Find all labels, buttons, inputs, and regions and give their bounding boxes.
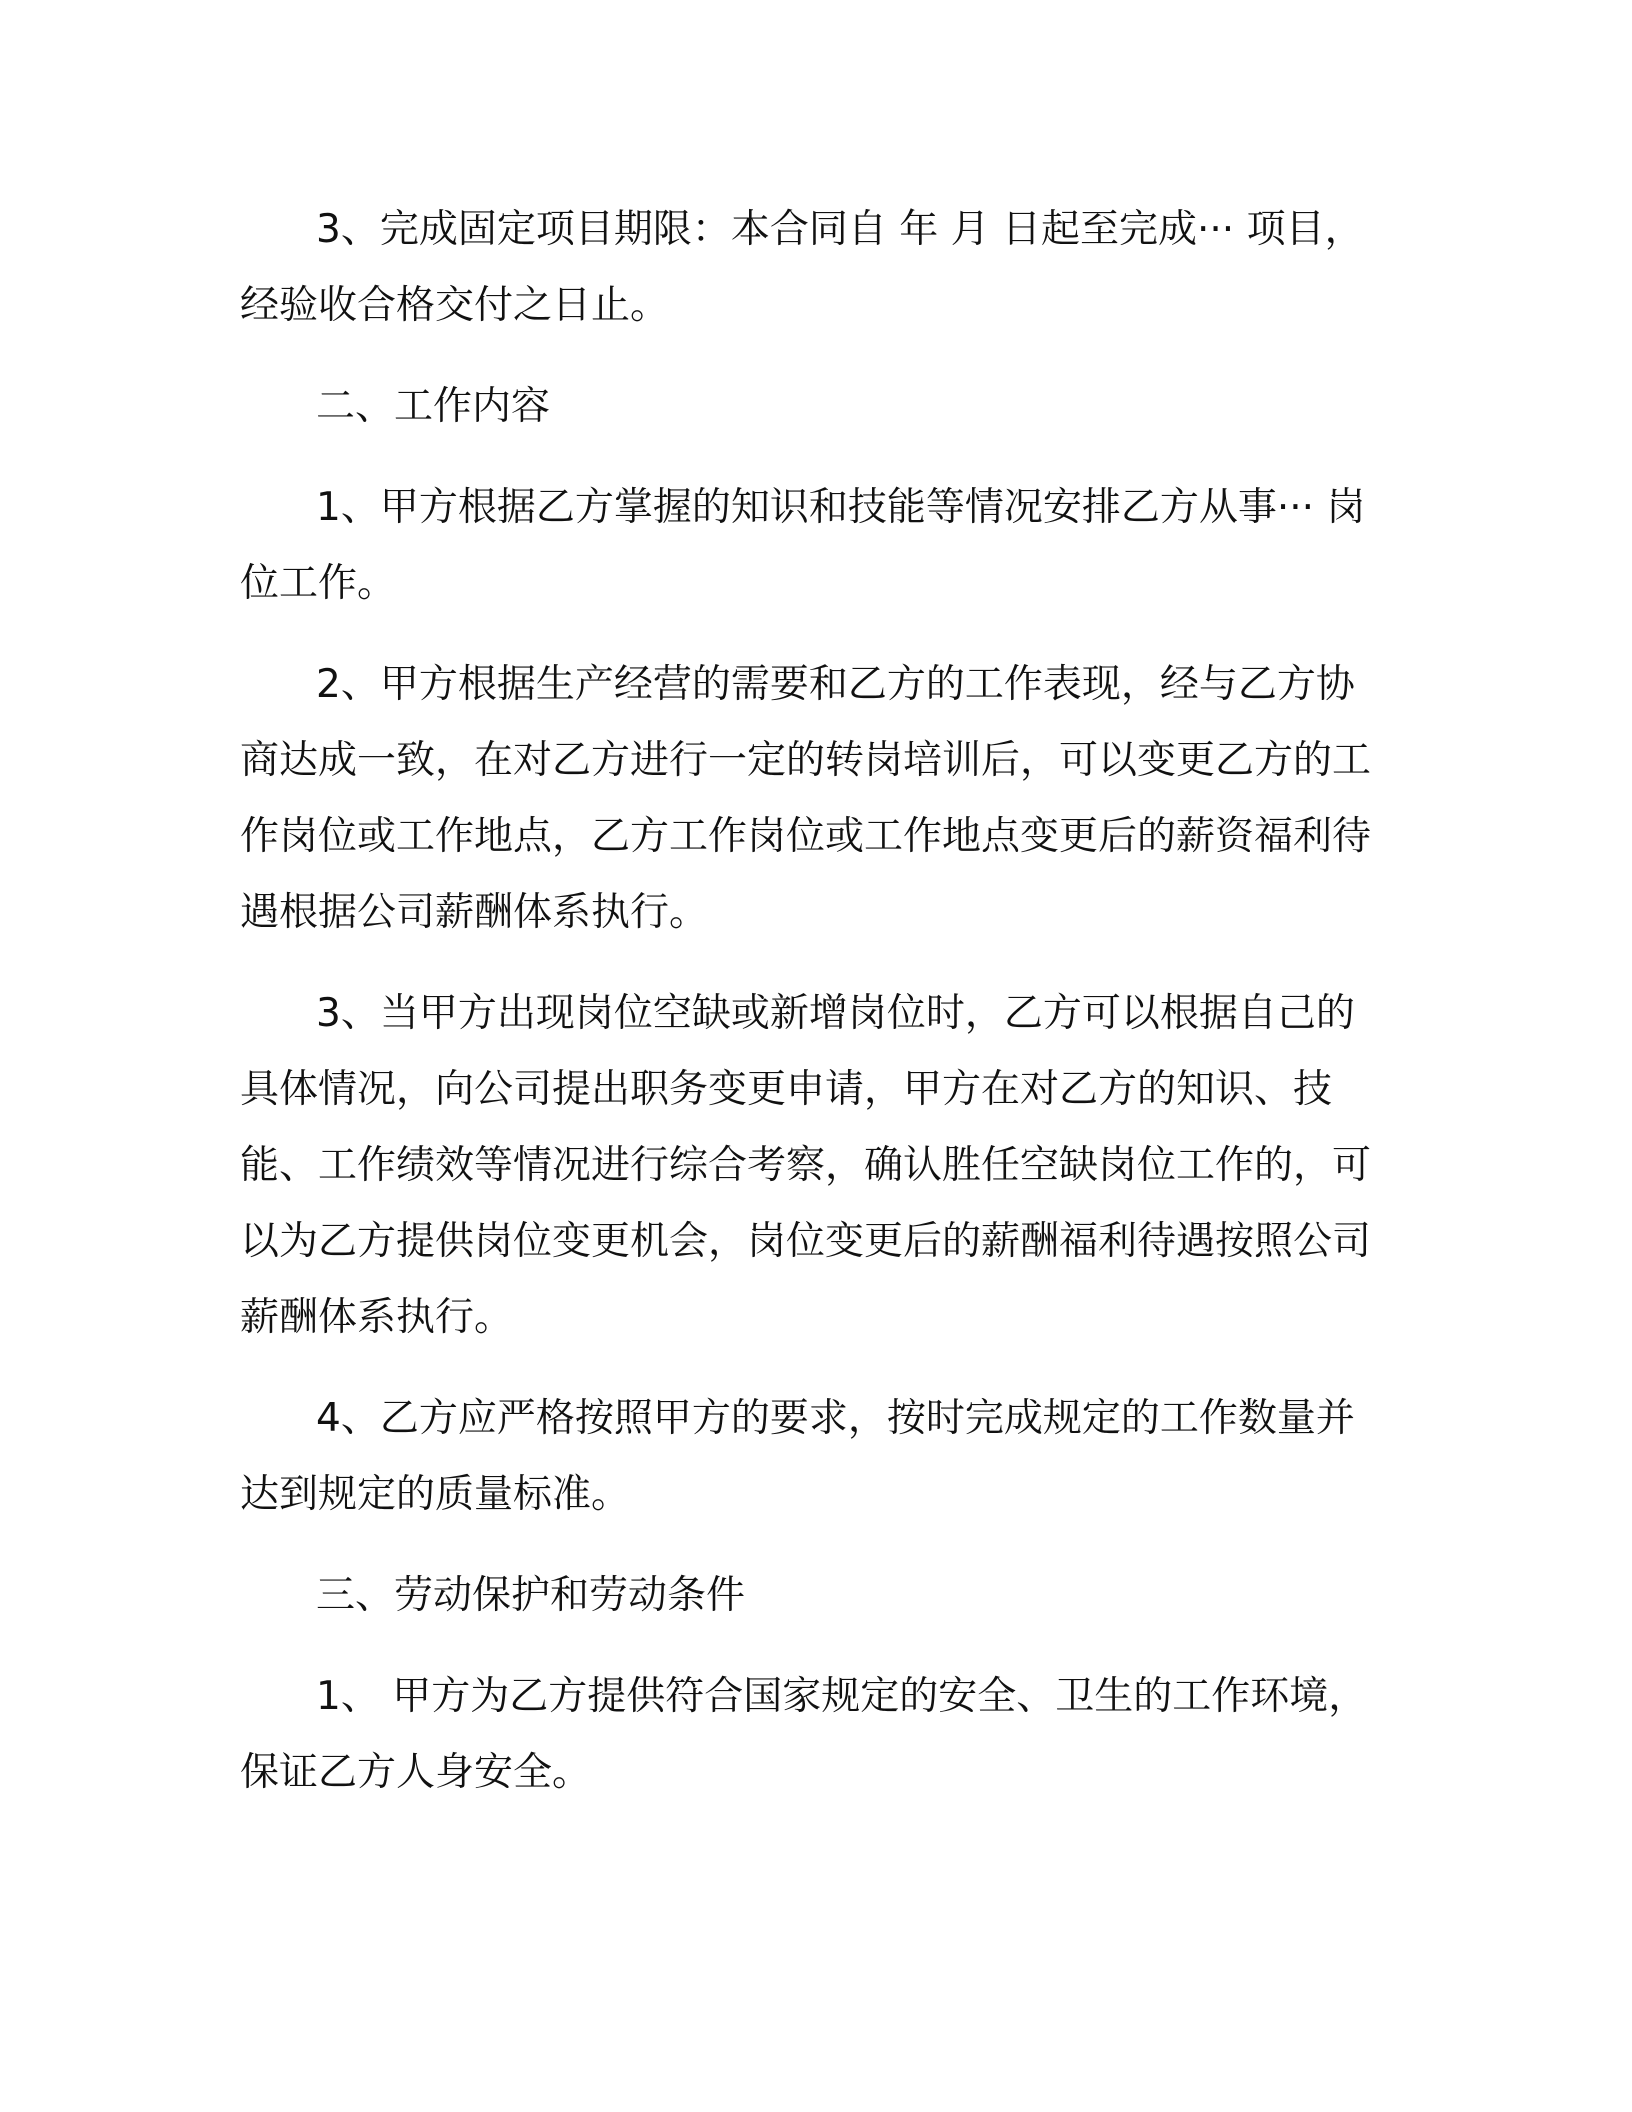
clause-job-change: 2、甲方根据生产经营的需要和乙方的工作表现，经与乙方协商达成一致，在对乙方进行一定的转岗培训后，可以变更乙方的工作岗位或工作地点，乙方工作岗位或工作地点变更后的薪资福利待遇根据公司薪酬体系执行。 bbox=[240, 662, 1372, 935]
section-heading-work-content: 二、工作内容 bbox=[316, 384, 551, 429]
section-heading-labor-protection: 三、劳动保护和劳动条件 bbox=[316, 1573, 746, 1618]
clause-work-quality: 4、乙方应严格按照甲方的要求，按时完成规定的工作数量并达到规定的质量标准。 bbox=[240, 1396, 1355, 1517]
document-body bbox=[240, 192, 1392, 1836]
clause-project-term: 3、完成固定项目期限：本合同自 年 月 日起至完成··· 项目，经验收合格交付之日止。 bbox=[240, 207, 1364, 328]
clause-safe-environment: 1、 甲方为乙方提供符合国家规定的安全、卫生的工作环境，保证乙方人身安全。 bbox=[240, 1674, 1368, 1795]
clause-vacancy-application: 3、当甲方出现岗位空缺或新增岗位时，乙方可以根据自己的具体情况，向公司提出职务变更申请，甲方在对乙方的知识、技能、工作绩效等情况进行综合考察，确认胜任空缺岗位工作的，可以为乙方提供岗位变更机会，岗位变更后的薪酬福利待遇按照公司薪酬体系执行。 bbox=[240, 991, 1372, 1340]
clause-job-assignment: 1、甲方根据乙方掌握的知识和技能等情况安排乙方从事··· 岗位工作。 bbox=[240, 485, 1366, 606]
